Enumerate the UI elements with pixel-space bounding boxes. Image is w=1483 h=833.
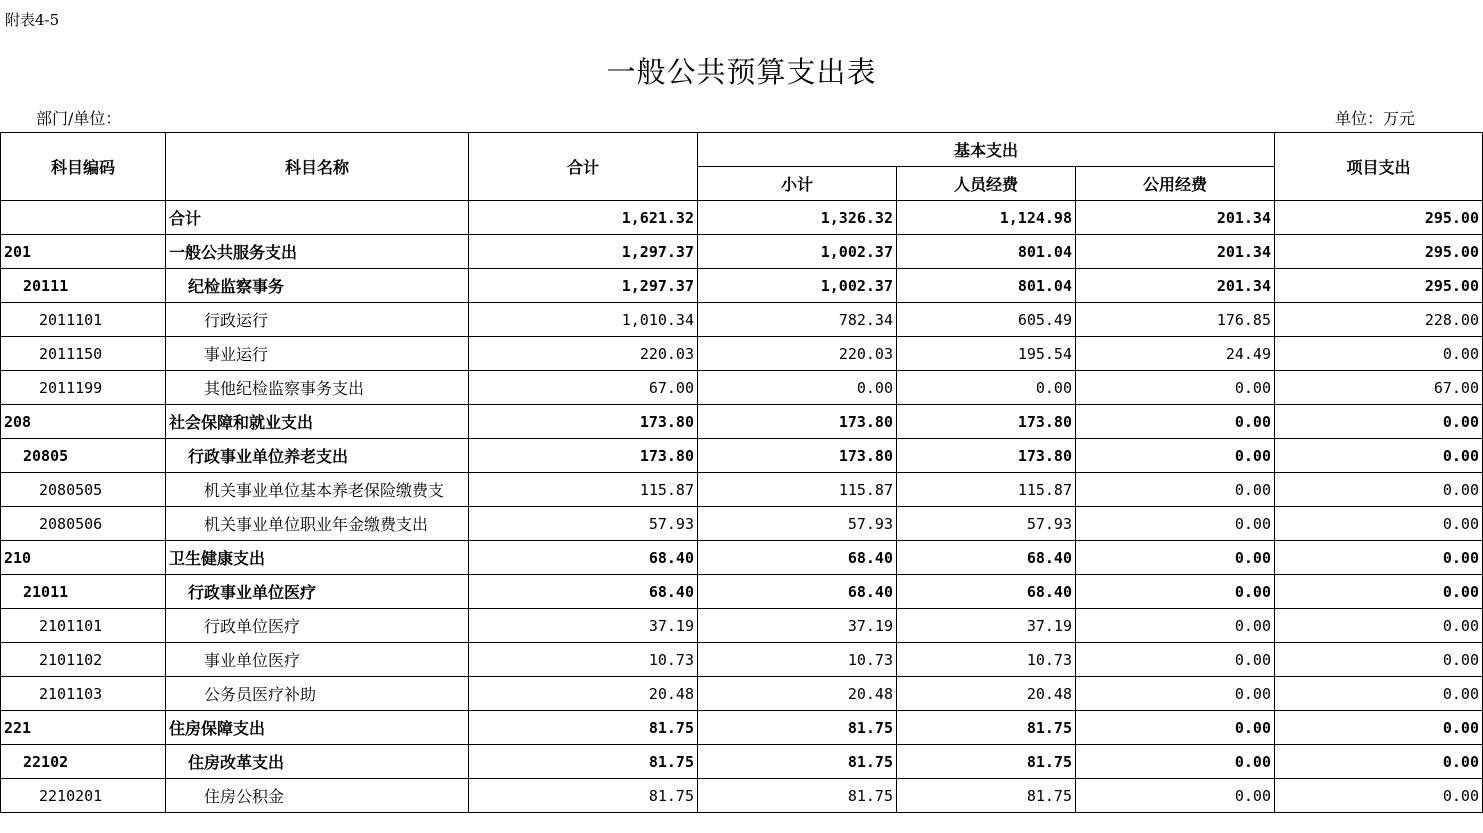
- cell-subtotal: 173.80: [698, 439, 897, 473]
- cell-subtotal: 220.03: [698, 337, 897, 371]
- cell-total: 20.48: [469, 677, 698, 711]
- cell-code: 22102: [1, 745, 166, 779]
- cell-code: 2101102: [1, 643, 166, 677]
- cell-total: 220.03: [469, 337, 698, 371]
- cell-name: 机关事业单位基本养老保险缴费支: [166, 473, 469, 507]
- cell-project: 0.00: [1275, 609, 1483, 643]
- table-header: [1, 133, 1483, 201]
- cell-total: 67.00: [469, 371, 698, 405]
- cell-name: 事业运行: [166, 337, 469, 371]
- budget-table: [0, 132, 1483, 813]
- cell-code: 2011101: [1, 303, 166, 337]
- cell-public: 201.34: [1076, 269, 1275, 303]
- cell-subtotal: 81.75: [698, 711, 897, 745]
- cell-project: 0.00: [1275, 507, 1483, 541]
- cell-public: 176.85: [1076, 303, 1275, 337]
- cell-personnel: 37.19: [897, 609, 1076, 643]
- cell-project: 295.00: [1275, 269, 1483, 303]
- table-row: [1, 745, 1483, 779]
- cell-name: 住房改革支出: [166, 745, 469, 779]
- cell-name: 卫生健康支出: [166, 541, 469, 575]
- cell-code: 20805: [1, 439, 166, 473]
- cell-public: 0.00: [1076, 745, 1275, 779]
- cell-total: 81.75: [469, 779, 698, 813]
- cell-code: 2011199: [1, 371, 166, 405]
- cell-code: 221: [1, 711, 166, 745]
- header-personnel: 人员经费: [897, 167, 1076, 201]
- cell-personnel: 81.75: [897, 745, 1076, 779]
- table-row: [1, 711, 1483, 745]
- cell-subtotal: 68.40: [698, 575, 897, 609]
- cell-total: 115.87: [469, 473, 698, 507]
- department-label: 部门/单位：: [36, 109, 122, 128]
- table-row: [1, 439, 1483, 473]
- header-public: 公用经费: [1076, 167, 1275, 201]
- table-row: [1, 405, 1483, 439]
- table-row: [1, 269, 1483, 303]
- cell-total: 10.73: [469, 643, 698, 677]
- cell-total: 1,297.37: [469, 235, 698, 269]
- header-project: 项目支出: [1275, 133, 1483, 201]
- cell-total: 1,010.34: [469, 303, 698, 337]
- cell-public: 0.00: [1076, 677, 1275, 711]
- cell-personnel: 115.87: [897, 473, 1076, 507]
- cell-code: 210: [1, 541, 166, 575]
- cell-personnel: 173.80: [897, 439, 1076, 473]
- cell-public: 0.00: [1076, 609, 1275, 643]
- cell-project: 228.00: [1275, 303, 1483, 337]
- cell-project: 0.00: [1275, 439, 1483, 473]
- cell-personnel: 801.04: [897, 235, 1076, 269]
- table-row: [1, 201, 1483, 235]
- cell-total: 1,621.32: [469, 201, 698, 235]
- cell-total: 173.80: [469, 439, 698, 473]
- cell-personnel: 68.40: [897, 541, 1076, 575]
- cell-personnel: 1,124.98: [897, 201, 1076, 235]
- annex-label: 附表4-5: [5, 11, 60, 29]
- cell-subtotal: 115.87: [698, 473, 897, 507]
- cell-name: 住房保障支出: [166, 711, 469, 745]
- cell-public: 201.34: [1076, 201, 1275, 235]
- cell-project: 0.00: [1275, 711, 1483, 745]
- cell-name: 行政事业单位医疗: [166, 575, 469, 609]
- table-row: [1, 541, 1483, 575]
- cell-public: 0.00: [1076, 541, 1275, 575]
- table-row: [1, 507, 1483, 541]
- cell-name: 合计: [166, 201, 469, 235]
- cell-name: 社会保障和就业支出: [166, 405, 469, 439]
- table-body: [1, 201, 1483, 813]
- cell-code: 2080506: [1, 507, 166, 541]
- cell-subtotal: 81.75: [698, 745, 897, 779]
- cell-code: 201: [1, 235, 166, 269]
- cell-personnel: 195.54: [897, 337, 1076, 371]
- cell-project: 295.00: [1275, 201, 1483, 235]
- cell-total: 81.75: [469, 745, 698, 779]
- cell-public: 0.00: [1076, 779, 1275, 813]
- cell-public: 0.00: [1076, 711, 1275, 745]
- table-row: [1, 473, 1483, 507]
- cell-subtotal: 1,002.37: [698, 235, 897, 269]
- cell-total: 68.40: [469, 575, 698, 609]
- cell-subtotal: 0.00: [698, 371, 897, 405]
- cell-code: [1, 201, 166, 235]
- cell-project: 67.00: [1275, 371, 1483, 405]
- cell-total: 173.80: [469, 405, 698, 439]
- cell-name: 公务员医疗补助: [166, 677, 469, 711]
- table-row: [1, 235, 1483, 269]
- cell-subtotal: 37.19: [698, 609, 897, 643]
- cell-personnel: 57.93: [897, 507, 1076, 541]
- cell-project: 0.00: [1275, 337, 1483, 371]
- table-row: [1, 337, 1483, 371]
- cell-public: 0.00: [1076, 575, 1275, 609]
- page-title: 一般公共预算支出表: [606, 55, 877, 89]
- cell-personnel: 10.73: [897, 643, 1076, 677]
- cell-total: 37.19: [469, 609, 698, 643]
- cell-public: 0.00: [1076, 439, 1275, 473]
- cell-subtotal: 173.80: [698, 405, 897, 439]
- cell-total: 57.93: [469, 507, 698, 541]
- table-row: [1, 609, 1483, 643]
- cell-public: 0.00: [1076, 473, 1275, 507]
- cell-project: 0.00: [1275, 745, 1483, 779]
- cell-name: 行政运行: [166, 303, 469, 337]
- cell-subtotal: 20.48: [698, 677, 897, 711]
- table-row: [1, 779, 1483, 813]
- table-row: [1, 643, 1483, 677]
- cell-code: 208: [1, 405, 166, 439]
- header-total: 合计: [469, 133, 698, 201]
- cell-subtotal: 81.75: [698, 779, 897, 813]
- cell-public: 201.34: [1076, 235, 1275, 269]
- cell-code: 21011: [1, 575, 166, 609]
- cell-project: 0.00: [1275, 541, 1483, 575]
- cell-personnel: 81.75: [897, 711, 1076, 745]
- cell-project: 0.00: [1275, 405, 1483, 439]
- cell-name: 行政事业单位养老支出: [166, 439, 469, 473]
- cell-code: 2080505: [1, 473, 166, 507]
- cell-personnel: 605.49: [897, 303, 1076, 337]
- cell-name: 机关事业单位职业年金缴费支出: [166, 507, 469, 541]
- cell-subtotal: 10.73: [698, 643, 897, 677]
- cell-name: 其他纪检监察事务支出: [166, 371, 469, 405]
- cell-total: 81.75: [469, 711, 698, 745]
- cell-personnel: 68.40: [897, 575, 1076, 609]
- cell-subtotal: 1,002.37: [698, 269, 897, 303]
- table-row: [1, 303, 1483, 337]
- cell-project: 0.00: [1275, 779, 1483, 813]
- cell-project: 0.00: [1275, 677, 1483, 711]
- cell-public: 0.00: [1076, 643, 1275, 677]
- cell-name: 行政单位医疗: [166, 609, 469, 643]
- cell-personnel: 81.75: [897, 779, 1076, 813]
- cell-name: 事业单位医疗: [166, 643, 469, 677]
- header-code: 科目编码: [1, 133, 166, 201]
- header-name: 科目名称: [166, 133, 469, 201]
- cell-total: 68.40: [469, 541, 698, 575]
- cell-project: 295.00: [1275, 235, 1483, 269]
- cell-project: 0.00: [1275, 575, 1483, 609]
- cell-project: 0.00: [1275, 643, 1483, 677]
- header-subtotal: 小计: [698, 167, 897, 201]
- cell-subtotal: 68.40: [698, 541, 897, 575]
- cell-name: 住房公积金: [166, 779, 469, 813]
- cell-personnel: 0.00: [897, 371, 1076, 405]
- cell-code: 2011150: [1, 337, 166, 371]
- header-basic: 基本支出: [698, 133, 1275, 167]
- cell-public: 0.00: [1076, 371, 1275, 405]
- cell-subtotal: 57.93: [698, 507, 897, 541]
- cell-name: 一般公共服务支出: [166, 235, 469, 269]
- cell-personnel: 173.80: [897, 405, 1076, 439]
- cell-code: 2210201: [1, 779, 166, 813]
- cell-name: 纪检监察事务: [166, 269, 469, 303]
- cell-personnel: 20.48: [897, 677, 1076, 711]
- cell-subtotal: 1,326.32: [698, 201, 897, 235]
- cell-subtotal: 782.34: [698, 303, 897, 337]
- cell-public: 0.00: [1076, 507, 1275, 541]
- cell-total: 1,297.37: [469, 269, 698, 303]
- table-row: [1, 371, 1483, 405]
- unit-label: 单位：万元: [1335, 109, 1416, 128]
- cell-public: 0.00: [1076, 405, 1275, 439]
- cell-project: 0.00: [1275, 473, 1483, 507]
- table-row: [1, 677, 1483, 711]
- cell-code: 2101103: [1, 677, 166, 711]
- cell-code: 2101101: [1, 609, 166, 643]
- cell-public: 24.49: [1076, 337, 1275, 371]
- table-row: [1, 575, 1483, 609]
- cell-personnel: 801.04: [897, 269, 1076, 303]
- cell-code: 20111: [1, 269, 166, 303]
